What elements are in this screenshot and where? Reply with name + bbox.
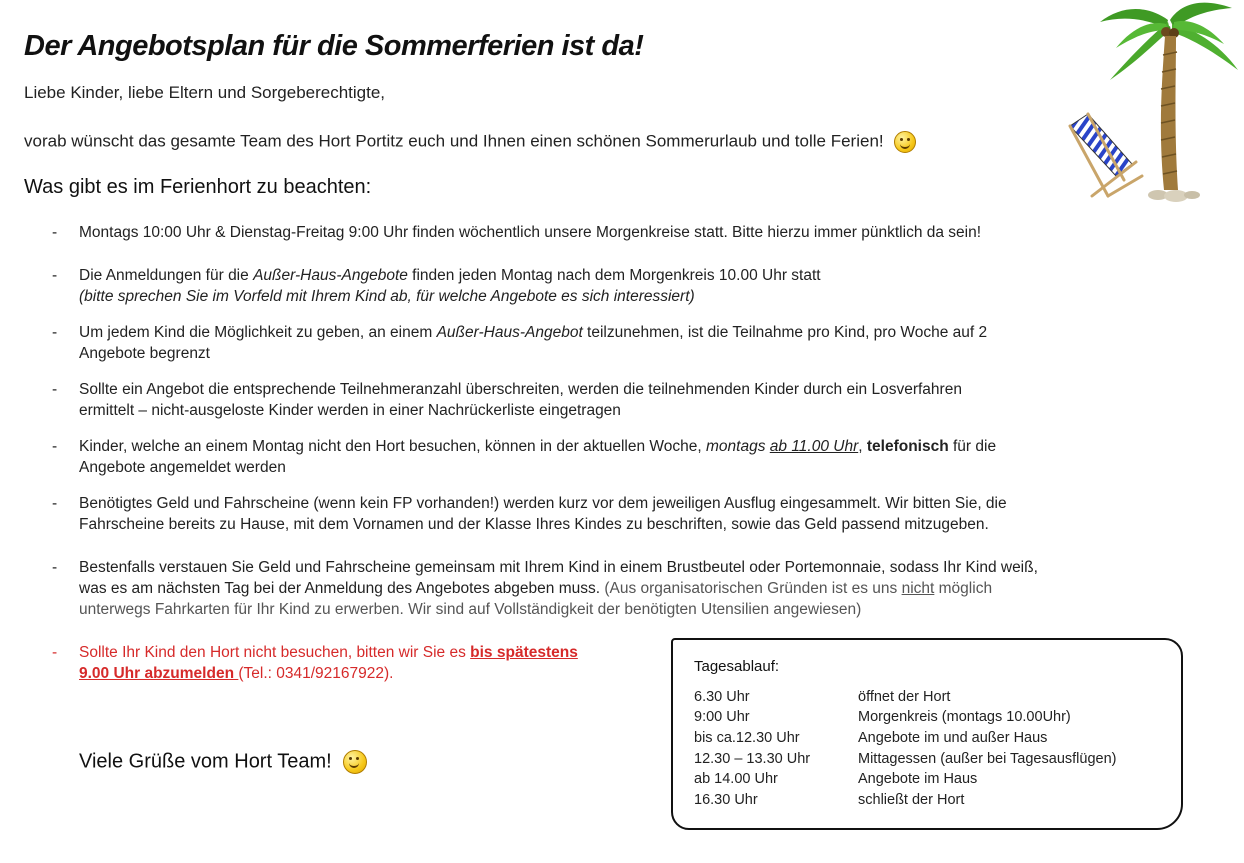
schedule-box xyxy=(671,638,1183,830)
schedule-desc: Morgenkreis (montags 10.00Uhr) xyxy=(858,709,1071,725)
text-bold-underline: 9.00 Uhr abzumelden xyxy=(79,665,239,682)
schedule-desc: öffnet der Hort xyxy=(858,689,951,705)
wish-line xyxy=(24,131,916,153)
schedule-desc: Angebote im und außer Haus xyxy=(858,730,1048,746)
text-run: Um jedem Kind die Möglichkeit zu geben, an einem xyxy=(79,324,437,341)
bullet-text xyxy=(79,493,1007,535)
schedule-desc: Angebote im Haus xyxy=(858,771,978,787)
text-run: (Tel.: 0341/92167922). xyxy=(238,665,394,682)
wish-text: vorab wünscht das gesamte Team des Hort Portitz euch und Ihnen einen schönen Sommerurlaub und tolle Ferien! xyxy=(24,131,884,151)
text-bold-underline: bis spätestens xyxy=(470,644,578,661)
text-run: für die xyxy=(948,438,997,455)
text-underline: nicht xyxy=(901,580,935,597)
bullet-dash: - xyxy=(52,559,58,576)
text-bold: telefonisch xyxy=(866,438,949,455)
schedule-title: Tagesablauf: xyxy=(694,658,780,675)
text-run: finden jeden Montag nach dem Morgenkreis 10.00 Uhr statt xyxy=(407,267,821,284)
page-title: Der Angebotsplan für die Sommerferien ist da! xyxy=(24,30,644,62)
bullet-text xyxy=(79,265,821,307)
text-note: (bitte sprechen Sie im Vorfeld mit Ihrem Kind ab, für welche Angebote es sich interessiert) xyxy=(79,288,695,305)
bullet-text xyxy=(79,557,1038,620)
closing-text: Viele Grüße vom Hort Team! xyxy=(79,750,332,773)
schedule-time: 16.30 Uhr xyxy=(694,792,758,808)
section-heading: Was gibt es im Ferienhort zu beachten: xyxy=(24,176,372,198)
smiley-icon xyxy=(894,131,916,153)
bullet-dash: - xyxy=(52,438,58,455)
bullet-dash: - xyxy=(52,267,58,284)
text-run: Die Anmeldungen für die xyxy=(79,267,254,284)
schedule-time: 6.30 Uhr xyxy=(694,689,750,705)
bullet-text xyxy=(79,322,987,364)
text-run: Sollte Ihr Kind den Hort nicht besuchen, bitten wir Sie es xyxy=(79,644,471,661)
schedule-time: bis ca.12.30 Uhr xyxy=(694,730,800,746)
bullet-dash: - xyxy=(52,224,58,241)
text-run: möglich xyxy=(934,580,993,597)
text-run: , xyxy=(858,438,867,455)
text-run: (Aus organisatorischen Gründen ist es uns xyxy=(604,580,902,597)
text-run: Fahrscheine bereits zu Hause, mit dem Vornamen und der Klasse Ihres Kindes zu beschriften, sowie das Geld passend mitzugeben. xyxy=(79,516,989,533)
bullet-dash: - xyxy=(52,644,58,661)
text-emphasis: Außer-Haus-Angebot xyxy=(436,324,583,341)
schedule-time: 12.30 – 13.30 Uhr xyxy=(694,751,811,767)
text-run: ermittelt – nicht-ausgeloste Kinder werden in einer Nachrückerliste eingetragen xyxy=(79,402,621,419)
schedule-time: 9:00 Uhr xyxy=(694,709,750,725)
smiley-icon xyxy=(343,750,367,774)
text-emphasis: montags xyxy=(706,438,766,455)
text-run: Benötigtes Geld und Fahrscheine (wenn kein FP vorhanden!) werden kurz vor dem jeweiligen Ausflug eingesammelt. Wir bitten Sie, die xyxy=(79,495,1007,512)
bullet-text: Montags 10:00 Uhr & Dienstag-Freitag 9:00 Uhr finden wöchentlich unsere Morgenkreise statt. Bitte hierzu immer pünktlich da sein! xyxy=(79,224,982,241)
bullet-text xyxy=(79,379,962,421)
text-run: Angebote angemeldet werden xyxy=(79,459,286,476)
text-emphasis: Außer-Haus-Angebote xyxy=(253,267,408,284)
text-run: Bestenfalls verstauen Sie Geld und Fahrscheine gemeinsam mit Ihrem Kind in einem Brustbeutel oder Portemonnaie, sodass Ihr Kind weiß, xyxy=(79,559,1038,576)
text-run: Angebote begrenzt xyxy=(79,345,210,362)
text-run: was es am nächsten Tag bei der Anmeldung des Angebotes abgeben muss. xyxy=(79,580,605,597)
text-run: Sollte ein Angebot die entsprechende Teilnehmeranzahl überschreiten, werden die teilnehmenden Kinder durch ein Losverfahren xyxy=(79,381,962,398)
bullet-dash: - xyxy=(52,495,58,512)
bullet-dash: - xyxy=(52,324,58,341)
text-run: teilzunehmen, ist die Teilnahme pro Kind, pro Woche auf 2 xyxy=(582,324,988,341)
closing-line xyxy=(79,750,367,774)
schedule-desc: schließt der Hort xyxy=(858,792,965,808)
schedule-time: ab 14.00 Uhr xyxy=(694,771,778,787)
text-run: Kinder, welche an einem Montag nicht den Hort besuchen, können in der aktuellen Woche, xyxy=(79,438,706,455)
bullet-text xyxy=(79,642,578,684)
bullet-text xyxy=(79,436,996,478)
beach-chair-image xyxy=(1062,110,1146,202)
text-run: unterwegs Fahrkarten für Ihr Kind zu erwerben. Wir sind auf Vollständigkeit der benötigten Utensilien angewiesen) xyxy=(79,601,862,618)
greeting: Liebe Kinder, liebe Eltern und Sorgeberechtigte, xyxy=(24,83,386,102)
schedule-desc: Mittagessen (außer bei Tagesausflügen) xyxy=(858,751,1117,767)
text-emphasis: ab 11.00 Uhr xyxy=(769,438,859,455)
bullet-dash: - xyxy=(52,381,58,398)
